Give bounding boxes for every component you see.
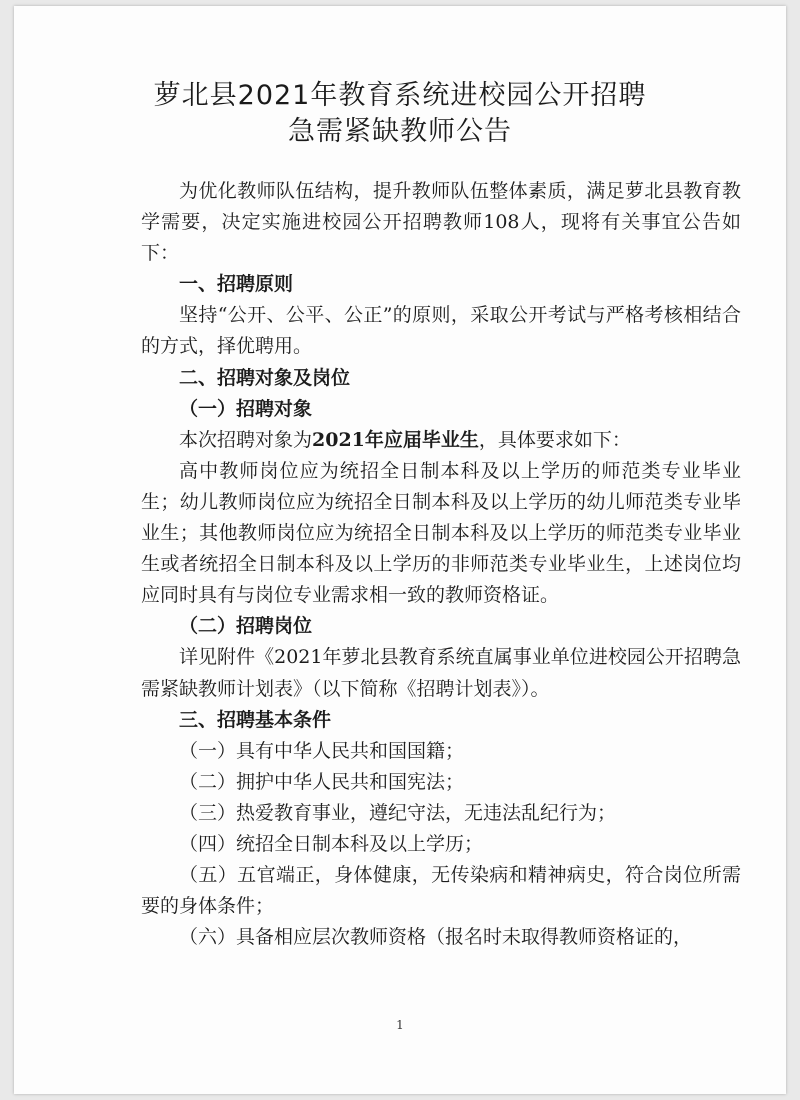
section-2-heading: 二、招聘对象及岗位 bbox=[179, 366, 351, 389]
subsection-1-prefix: 本次招聘对象为 bbox=[179, 428, 313, 451]
subsection-1-detail: 高中教师岗位应为统招全日制本科及以上学历的师范类专业毕业生；幼儿教师岗位应为统招全日制本科及以上学历的幼儿师范类专业毕业生；其他教师岗位应为统招全日制本科及以上学历的师范类专业毕业生或者统招全日制本科及以上学历的非师范类专业毕业生，上述岗位均应同时具有与岗位专业需求相一致的教师资格证。 bbox=[141, 459, 741, 607]
condition-item: （一）具有中华人民共和国国籍； bbox=[179, 739, 465, 762]
section-1-heading: 一、招聘原则 bbox=[179, 273, 294, 296]
subsection-1-heading: （一）招聘对象 bbox=[179, 397, 313, 420]
section-1-text: 坚持“公开、公平、公正”的原则，采取公开考试与严格考核相结合的方式，择优聘用。 bbox=[141, 304, 741, 358]
document-title bbox=[14, 78, 786, 150]
title-line-2: 急需紧缺教师公告 bbox=[288, 116, 512, 147]
document-body bbox=[141, 176, 741, 953]
subsection-2-text: 详见附件《2021年萝北县教育系统直属事业单位进校园公开招聘急需紧缺教师计划表》（以下简称《招聘计划表》）。 bbox=[141, 646, 741, 700]
page-number: 1 bbox=[396, 1018, 404, 1032]
subsection-1-suffix: ，具体要求如下： bbox=[478, 428, 631, 451]
subsection-1-bold: 2021年应届毕业生 bbox=[312, 428, 479, 451]
subsection-1-text bbox=[141, 425, 741, 456]
condition-item: （三）热爱教育事业，遵纪守法，无违法乱纪行为； bbox=[179, 801, 617, 824]
document-page bbox=[14, 6, 786, 1094]
section-3-heading: 三、招聘基本条件 bbox=[179, 708, 332, 731]
title-line-1: 萝北县2021年教育系统进校园公开招聘 bbox=[153, 80, 647, 111]
condition-item: （五）五官端正，身体健康，无传染病和精神病史，符合岗位所需要的身体条件； bbox=[141, 864, 741, 918]
condition-item: （六）具备相应层次教师资格（报名时未取得教师资格证的， bbox=[179, 926, 693, 949]
intro-paragraph: 为优化教师队伍结构，提升教师队伍整体素质，满足萝北县教育教学需要，决定实施进校园公开招聘教师108人，现将有关事宜公告如下： bbox=[141, 180, 741, 265]
subsection-2-heading: （二）招聘岗位 bbox=[179, 615, 313, 638]
condition-item: （四）统招全日制本科及以上学历； bbox=[179, 832, 484, 855]
condition-item: （二）拥护中华人民共和国宪法； bbox=[179, 770, 465, 793]
